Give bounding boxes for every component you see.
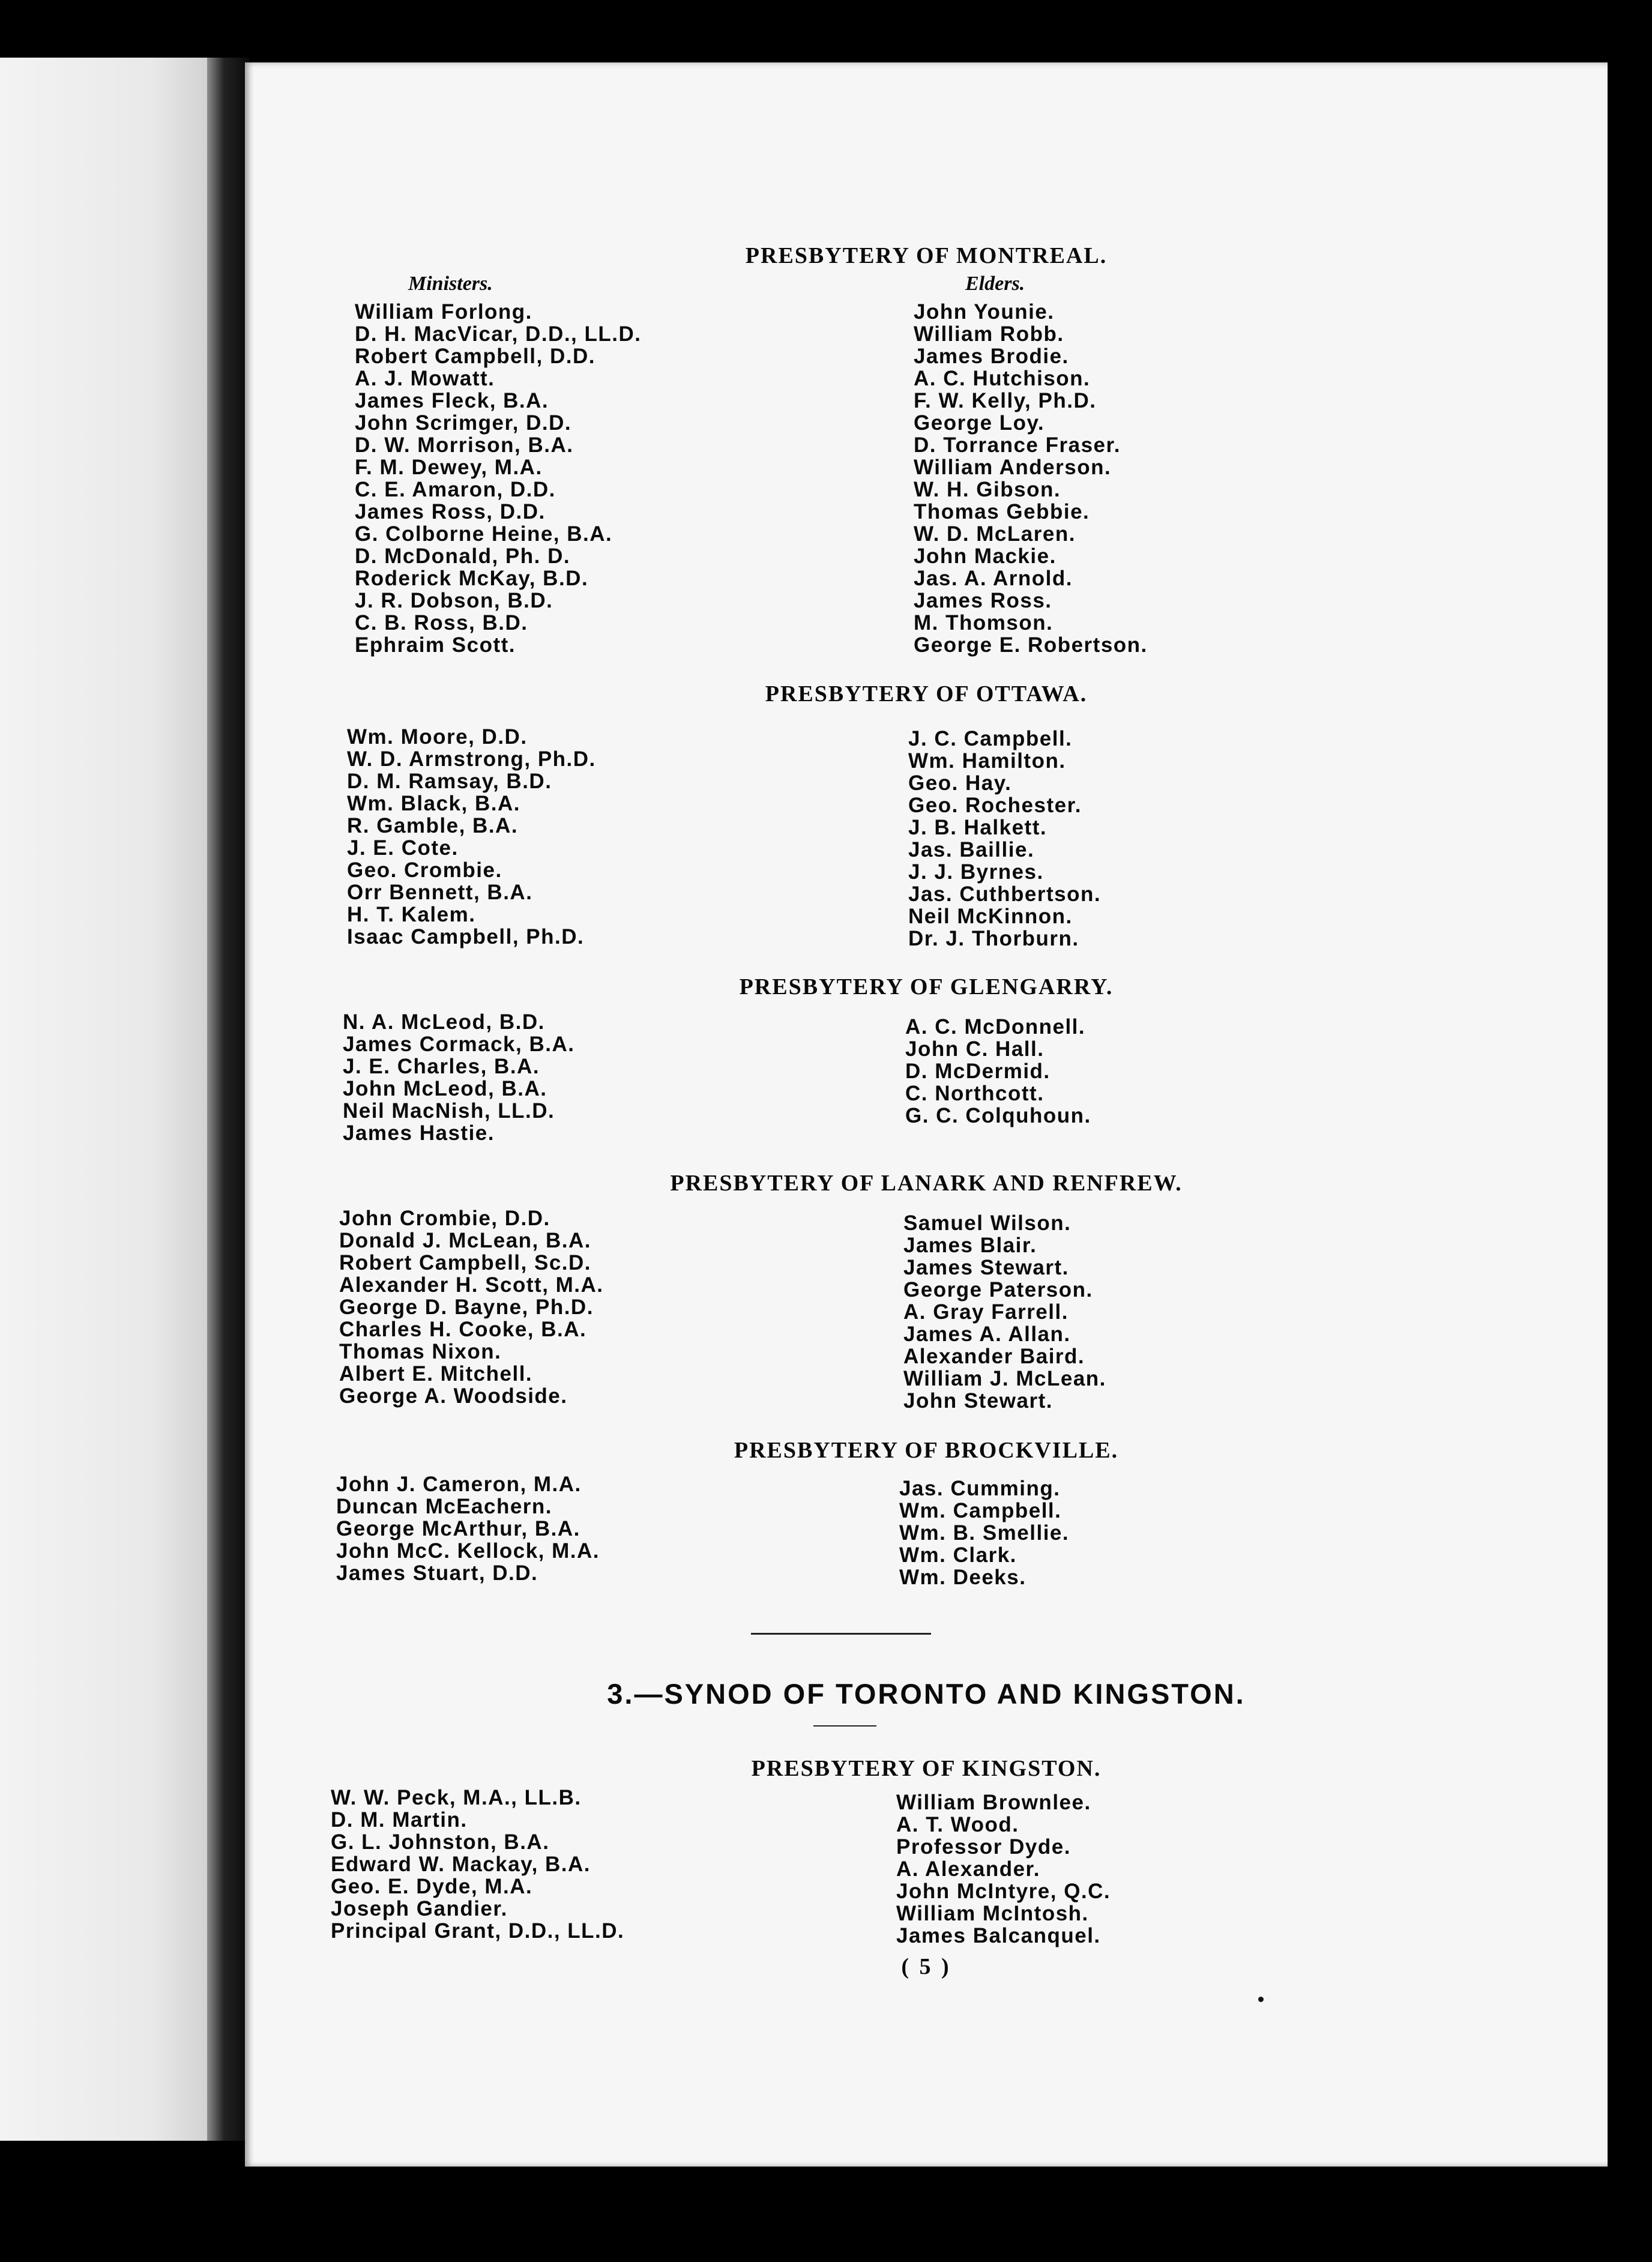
name-entry: W. D. Armstrong, Ph.D. — [347, 747, 596, 771]
name-entry: James Ross. — [914, 589, 1052, 612]
name-entry: George E. Robertson. — [914, 633, 1148, 657]
name-entry: Principal Grant, D.D., LL.D. — [331, 1919, 625, 1943]
name-entry: James Ross, D.D. — [355, 500, 546, 523]
name-entry: Wm. B. Smellie. — [899, 1521, 1070, 1545]
name-entry: D. McDonald, Ph. D. — [355, 544, 571, 568]
name-entry: A. Alexander. — [896, 1857, 1040, 1881]
name-entry: Wm. Hamilton. — [908, 749, 1066, 773]
kingston-ministers-list — [331, 1787, 624, 1942]
name-entry: J. E. Charles, B.A. — [343, 1055, 540, 1078]
name-entry: Geo. Crombie. — [347, 858, 502, 882]
name-entry: James Balcanquel. — [896, 1924, 1101, 1947]
glengarry-ministers-list — [343, 1011, 574, 1144]
name-entry: G. C. Colquhoun. — [905, 1104, 1091, 1127]
name-entry: Thomas Nixon. — [339, 1340, 502, 1363]
name-entry: A. J. Mowatt. — [355, 367, 495, 390]
name-entry: George Loy. — [914, 411, 1045, 435]
name-entry: C. B. Ross, B.D. — [355, 611, 528, 635]
name-entry: F. W. Kelly, Ph.D. — [914, 389, 1097, 412]
montreal-elders-list — [914, 301, 1148, 656]
name-entry: Geo. E. Dyde, M.A. — [331, 1875, 533, 1898]
glengarry-heading: PRESBYTERY OF GLENGARRY. — [739, 974, 1114, 1000]
name-entry: Jas. Cumming. — [899, 1477, 1061, 1500]
name-entry: W. H. Gibson. — [914, 478, 1061, 501]
section-divider — [751, 1633, 931, 1635]
name-entry: William Robb. — [914, 322, 1064, 346]
name-entry: Geo. Hay. — [908, 771, 1012, 795]
page-number: ( 5 ) — [901, 1954, 951, 1979]
name-entry: J. J. Byrnes. — [908, 860, 1044, 884]
synod-underline — [813, 1725, 876, 1727]
name-entry: John Mackie. — [914, 544, 1057, 568]
name-entry: Dr. J. Thorburn. — [908, 927, 1079, 950]
elders-label: Elders. — [965, 273, 1025, 295]
name-entry: Professor Dyde. — [896, 1835, 1071, 1859]
name-entry: John Crombie, D.D. — [339, 1207, 550, 1230]
name-entry: James Blair. — [903, 1234, 1037, 1257]
name-entry: Donald J. McLean, B.A. — [339, 1229, 591, 1252]
name-entry: James Brodie. — [914, 345, 1069, 368]
name-entry: D. H. MacVicar, D.D., LL.D. — [355, 322, 642, 346]
name-entry: Roderick McKay, B.D. — [355, 567, 589, 590]
name-entry: G. L. Johnston, B.A. — [331, 1830, 550, 1854]
name-entry: W. W. Peck, M.A., LL.B. — [331, 1786, 582, 1809]
name-entry: Duncan McEachern. — [336, 1495, 553, 1518]
name-entry: Samuel Wilson. — [903, 1211, 1072, 1235]
montreal-ministers-list — [355, 301, 641, 656]
ministers-label: Ministers. — [408, 273, 493, 295]
name-entry: D. W. Morrison, B.A. — [355, 433, 574, 457]
name-entry: Edward W. Mackay, B.A. — [331, 1853, 591, 1876]
name-entry: F. M. Dewey, M.A. — [355, 456, 543, 479]
name-entry: John Stewart. — [903, 1389, 1053, 1413]
name-entry: Alexander Baird. — [903, 1345, 1085, 1368]
name-entry: D. M. Ramsay, B.D. — [347, 770, 552, 793]
name-entry: William Brownlee. — [896, 1791, 1091, 1814]
lanark-elders-list — [903, 1212, 1106, 1412]
name-entry: Wm. Moore, D.D. — [347, 725, 528, 749]
name-entry: Joseph Gandier. — [331, 1897, 508, 1920]
name-entry: Wm. Clark. — [899, 1543, 1017, 1567]
name-entry: Jas. Cuthbertson. — [908, 882, 1102, 906]
name-entry: D. Torrance Fraser. — [914, 433, 1121, 457]
name-entry: C. Northcott. — [905, 1082, 1045, 1105]
ottawa-ministers-list — [347, 726, 596, 948]
document-page — [245, 62, 1608, 2167]
name-entry: Jas. A. Arnold. — [914, 567, 1073, 590]
name-entry: D. McDermid. — [905, 1060, 1051, 1083]
name-entry: M. Thomson. — [914, 611, 1054, 635]
name-entry: James Stewart. — [903, 1256, 1069, 1279]
ottawa-elders-list — [908, 728, 1101, 950]
name-entry: William McIntosh. — [896, 1902, 1089, 1925]
name-entry: Charles H. Cooke, B.A. — [339, 1318, 587, 1341]
name-entry: R. Gamble, B.A. — [347, 814, 519, 837]
kingston-heading: PRESBYTERY OF KINGSTON. — [751, 1756, 1102, 1781]
name-entry: John Younie. — [914, 300, 1055, 324]
lanark-renfrew-heading: PRESBYTERY OF LANARK AND RENFREW. — [670, 1171, 1183, 1196]
name-entry: A. C. Hutchison. — [914, 367, 1091, 390]
name-entry: Orr Bennett, B.A. — [347, 881, 533, 904]
name-entry: George Paterson. — [903, 1278, 1093, 1301]
name-entry: J. R. Dobson, B.D. — [355, 589, 553, 612]
name-entry: William J. McLean. — [903, 1367, 1106, 1390]
name-entry: Wm. Campbell. — [899, 1499, 1062, 1522]
ink-speck — [1258, 1997, 1264, 2002]
name-entry: John McC. Kellock, M.A. — [336, 1539, 600, 1563]
name-entry: William Forlong. — [355, 300, 532, 324]
facing-page-edge — [0, 58, 216, 2141]
name-entry: John McIntyre, Q.C. — [896, 1880, 1111, 1903]
name-entry: Isaac Campbell, Ph.D. — [347, 925, 585, 949]
name-entry: J. C. Campbell. — [908, 727, 1073, 750]
name-entry: James Cormack, B.A. — [343, 1033, 575, 1056]
name-entry: Geo. Rochester. — [908, 794, 1082, 817]
name-entry: James Stuart, D.D. — [336, 1561, 538, 1585]
montreal-heading: PRESBYTERY OF MONTREAL. — [745, 243, 1108, 268]
name-entry: Wm. Black, B.A. — [347, 792, 520, 815]
name-entry: Thomas Gebbie. — [914, 500, 1090, 523]
glengarry-elders-list — [905, 1016, 1091, 1127]
name-entry: Neil MacNish, LL.D. — [343, 1099, 555, 1123]
name-entry: Ephraim Scott. — [355, 633, 516, 657]
name-entry: William Anderson. — [914, 456, 1112, 479]
name-entry: George A. Woodside. — [339, 1384, 568, 1408]
name-entry: James A. Allan. — [903, 1323, 1071, 1346]
name-entry: John Scrimger, D.D. — [355, 411, 572, 435]
ottawa-heading: PRESBYTERY OF OTTAWA. — [765, 681, 1088, 707]
name-entry: Neil McKinnon. — [908, 905, 1073, 928]
synod-title: 3.—SYNOD OF TORONTO AND KINGSTON. — [607, 1678, 1246, 1710]
name-entry: George D. Bayne, Ph.D. — [339, 1295, 594, 1319]
name-entry: Wm. Deeks. — [899, 1566, 1026, 1589]
name-entry: J. E. Cote. — [347, 836, 459, 860]
kingston-elders-list — [896, 1791, 1111, 1947]
brockville-ministers-list — [336, 1473, 600, 1584]
book-gutter — [207, 58, 249, 2141]
name-entry: D. M. Martin. — [331, 1808, 468, 1832]
brockville-heading: PRESBYTERY OF BROCKVILLE. — [734, 1438, 1119, 1463]
name-entry: Alexander H. Scott, M.A. — [339, 1273, 604, 1297]
name-entry: A. C. McDonnell. — [905, 1015, 1086, 1039]
name-entry: H. T. Kalem. — [347, 903, 476, 926]
name-entry: James Fleck, B.A. — [355, 389, 549, 412]
name-entry: Robert Campbell, D.D. — [355, 345, 595, 368]
name-entry: A. Gray Farrell. — [903, 1300, 1069, 1324]
name-entry: G. Colborne Heine, B.A. — [355, 522, 613, 546]
name-entry: James Hastie. — [343, 1121, 495, 1145]
name-entry: C. E. Amaron, D.D. — [355, 478, 556, 501]
name-entry: N. A. McLeod, B.D. — [343, 1010, 545, 1034]
name-entry: W. D. McLaren. — [914, 522, 1076, 546]
name-entry: John J. Cameron, M.A. — [336, 1473, 582, 1496]
name-entry: John McLeod, B.A. — [343, 1077, 547, 1100]
name-entry: A. T. Wood. — [896, 1813, 1019, 1836]
lanark-ministers-list — [339, 1207, 604, 1407]
name-entry: John C. Hall. — [905, 1037, 1045, 1061]
name-entry: Jas. Baillie. — [908, 838, 1035, 861]
name-entry: Robert Campbell, Sc.D. — [339, 1251, 592, 1274]
brockville-elders-list — [899, 1477, 1069, 1588]
name-entry: Albert E. Mitchell. — [339, 1362, 533, 1386]
name-entry: J. B. Halkett. — [908, 816, 1048, 839]
name-entry: George McArthur, B.A. — [336, 1517, 580, 1540]
